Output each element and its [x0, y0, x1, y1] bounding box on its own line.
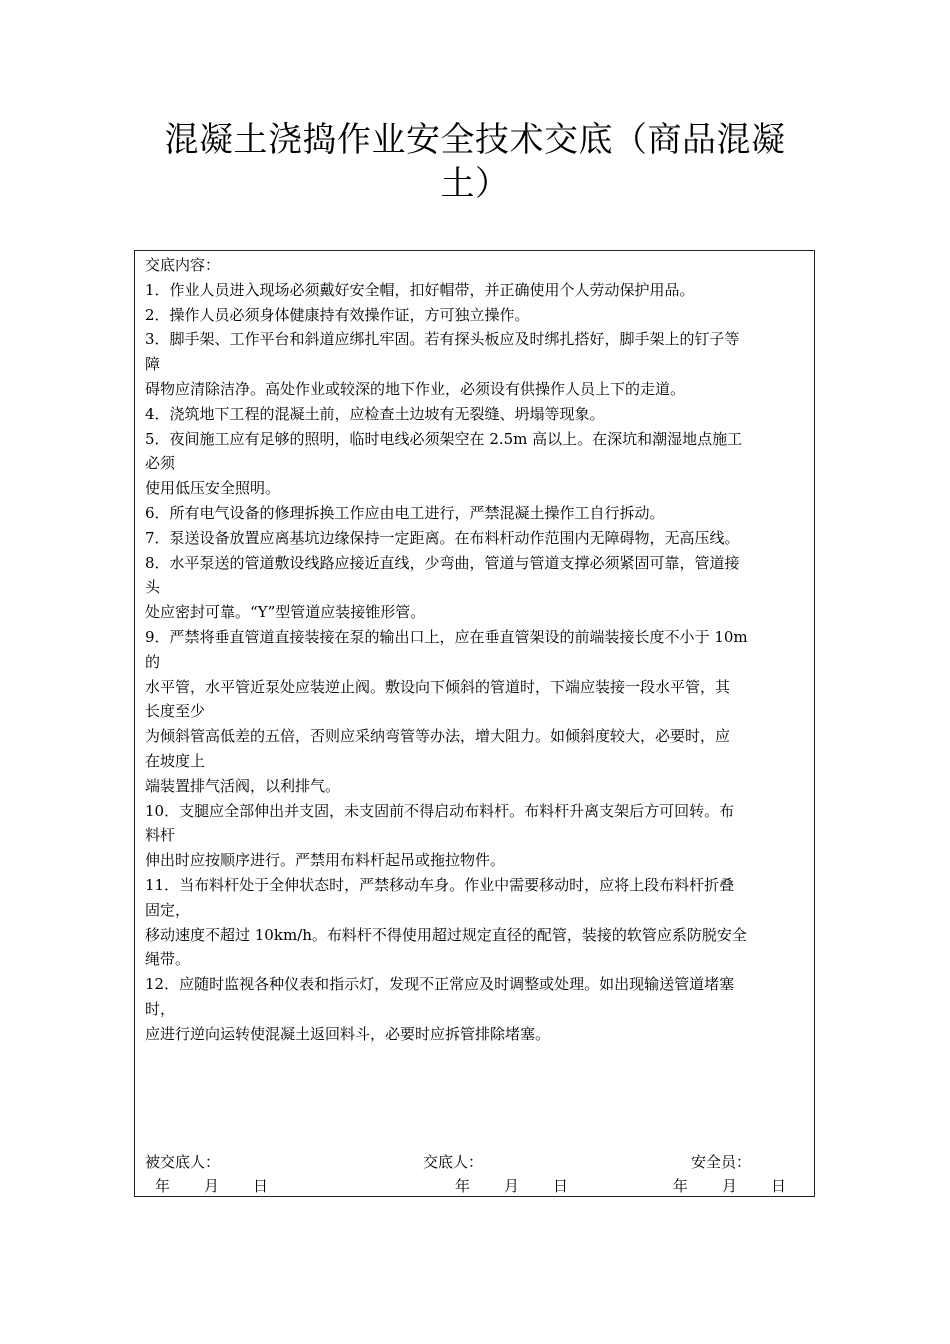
content-line: 7．泵送设备放置应离基坑边缘保持一定距离。在布料杆动作范围内无障碍物，无高压线。: [145, 528, 740, 547]
receiver-date: [155, 1176, 268, 1196]
year-label: 年: [455, 1177, 471, 1195]
content-line: 3．脚手架、工作平台和斜道应绑扎牢固。若有探头板应及时绑扎搭好，脚手架上的钉子等: [145, 330, 740, 349]
title-line-1: 混凝土浇捣作业安全技术交底（商品混凝: [164, 120, 786, 160]
content-line: 必须: [145, 454, 176, 473]
content-line: 处应密封可靠。“Y”型管道应装接锥形管。: [145, 603, 426, 622]
year-label: 年: [673, 1177, 689, 1195]
safety-officer-label: 安全员：: [691, 1153, 752, 1171]
content-line: 绳带。: [145, 950, 191, 969]
safety-officer-date: [673, 1176, 786, 1196]
content-line: 9．严禁将垂直管道直接装接在泵的输出口上，应在垂直管架设的前端装接长度不小于 10m: [145, 627, 748, 646]
content-line: 5．夜间施工应有足够的照明，临时电线必须架空在 2.5m 高以上。在深坑和潮湿地点施工: [145, 429, 743, 448]
content-line: 使用低压安全照明。: [145, 479, 281, 498]
content-line: 4．浇筑地下工程的混凝土前，应检查土边坡有无裂缝、坍塌等现象。: [145, 404, 605, 423]
content-line: 伸出时应按顺序进行。严禁用布料杆起吊或拖拉物件。: [145, 851, 506, 870]
content-line: 固定，: [145, 900, 191, 919]
document-title: [140, 118, 810, 206]
content-line: 料杆: [145, 826, 176, 845]
content-line: 1．作业人员进入现场必须戴好安全帽，扣好帽带，并正确使用个人劳动保护用品。: [145, 280, 695, 299]
content-line: 头: [145, 578, 161, 597]
content-line: 时，: [145, 999, 176, 1018]
discloser-date: [455, 1176, 568, 1196]
content-line: 端装置排气活阀，以利排气。: [145, 776, 341, 795]
content-line: 的: [145, 652, 161, 671]
content-line: 交底内容：: [145, 256, 221, 274]
content-line: 11．当布料杆处于全伸状态时，严禁移动车身。作业中需要移动时，应将上段布料杆折叠: [145, 875, 735, 894]
title-line-2: 土）: [440, 164, 510, 204]
content-line: 长度至少: [145, 702, 206, 721]
month-label: 月: [504, 1177, 520, 1195]
disclosure-content: [145, 253, 807, 1047]
year-label: 年: [155, 1177, 171, 1195]
content-line: 障: [145, 355, 161, 374]
content-line: 6．所有电气设备的修理拆换工作应由电工进行，严禁混凝土操作工自行拆动。: [145, 503, 665, 522]
content-line: 移动速度不超过 10km/h。布料杆不得使用超过规定直径的配管，装接的软管应系防脱安全: [145, 925, 747, 944]
content-line: 2．操作人员必须身体健康持有效操作证，方可独立操作。: [145, 305, 530, 324]
disclosure-table: [134, 250, 815, 1197]
content-line: 碍物应清除洁净。高处作业或较深的地下作业，必须设有供操作人员上下的走道。: [145, 379, 686, 398]
receiver-label: 被交底人：: [145, 1153, 221, 1171]
content-line: 8．水平泵送的管道敷设线路应接近直线，少弯曲，管道与管道支撑必须紧固可靠，管道接: [145, 553, 740, 572]
content-line: 12．应随时监视各种仪表和指示灯，发现不正常应及时调整或处理。如出现输送管道堵塞: [145, 975, 735, 994]
day-label: 日: [771, 1177, 787, 1195]
day-label: 日: [253, 1177, 269, 1195]
content-line: 为倾斜管高低差的五倍，否则应采纳弯管等办法，增大阻力。如倾斜度较大，必要时，应: [145, 727, 731, 746]
content-line: 10．支腿应全部伸出并支固，未支固前不得启动布料杆。布料杆升离支架后方可回转。布: [145, 801, 735, 820]
content-line: 应进行逆向运转使混凝土返回料斗，必要时应拆管排除堵塞。: [145, 1024, 551, 1043]
month-label: 月: [204, 1177, 220, 1195]
discloser-label: 交底人：: [423, 1153, 484, 1171]
month-label: 月: [722, 1177, 738, 1195]
content-line: 水平管，水平管近泵处应装逆止阀。敷设向下倾斜的管道时，下端应装接一段水平管，其: [145, 677, 731, 696]
content-line: 在坡度上: [145, 751, 206, 770]
day-label: 日: [553, 1177, 569, 1195]
